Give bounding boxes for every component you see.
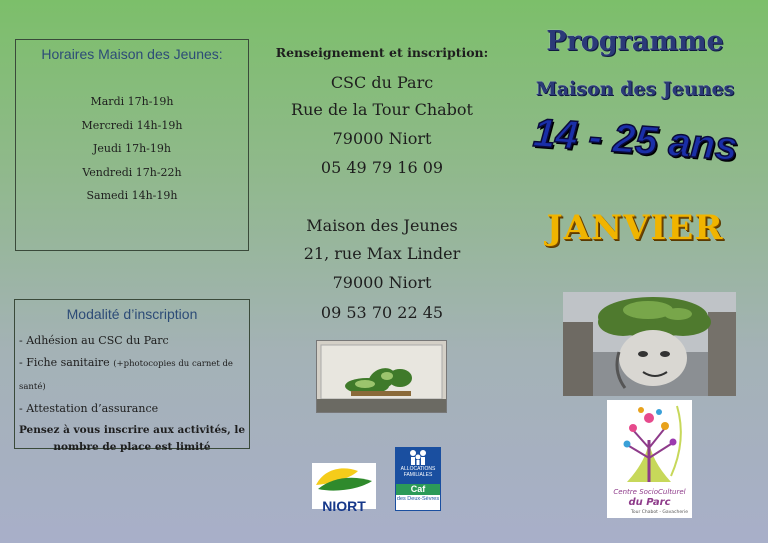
contact-heading — [266, 42, 498, 61]
age-range: 14 - 25 ans — [531, 110, 739, 170]
csc-city: 79000 Niort — [332, 129, 432, 148]
hours-line: Mardi 17h-19h — [90, 95, 174, 108]
hours-line: Mercredi 14h-19h — [81, 118, 183, 132]
caf-logo — [395, 447, 441, 511]
csc-phone: 05 49 79 16 09 — [320, 158, 444, 177]
registration-item: - Adhésion au CSC du Parc — [19, 334, 169, 347]
csc-street: Rue de la Tour Chabot — [291, 100, 473, 119]
csc-logo-line2: du Parc — [628, 497, 671, 508]
caf-name: Caf — [396, 484, 440, 495]
hours-title: Horaires Maison des Jeunes: — [41, 46, 223, 62]
registration-item-text: - Fiche sanitaire — [19, 356, 110, 369]
program-subtitle: Maison des Jeunes — [535, 78, 735, 100]
registration-item — [19, 352, 249, 398]
registration-list — [15, 330, 249, 420]
hours-line: Vendredi 17h-22h — [82, 165, 182, 179]
niort-emblem-icon — [312, 463, 376, 495]
wall-plant-photo — [316, 340, 447, 413]
hours-line: Samedi 14h-19h — [86, 189, 178, 202]
caf-header — [396, 448, 440, 484]
hours-box — [15, 39, 249, 251]
mdj-street: 21, rue Max Linder — [303, 244, 461, 263]
street-art-photo — [563, 292, 736, 396]
tree-logo-icon — [607, 400, 692, 484]
registration-note: Pensez à vous inscrire aux activités, le nombre de place est limité — [18, 424, 246, 453]
caf-top-text: ALLOCATIONS FAMILIALES — [400, 466, 436, 478]
mdj-name: Maison des Jeunes — [306, 216, 458, 235]
registration-item-note: (+photocopies du carnet de santé) — [19, 359, 233, 392]
month-title: JANVIER — [546, 208, 724, 248]
csc-logo-line3: Tour Chabot - Gavacherie — [630, 510, 688, 515]
registration-title: Modalité d’inscription — [66, 306, 198, 322]
registration-box — [14, 299, 250, 453]
family-icon — [407, 448, 429, 466]
csc-name: CSC du Parc — [330, 73, 434, 92]
csc-parc-logo — [607, 400, 692, 518]
mdj-city: 79000 Niort — [332, 273, 432, 292]
caf-sub: des Deux-Sèvres — [396, 496, 440, 502]
mdj-phone: 09 53 70 22 45 — [320, 303, 444, 322]
contact-heading-text: Renseignement et inscription: — [275, 45, 489, 60]
niort-logo — [312, 463, 376, 514]
csc-logo-line1: Centre SocioCulturel — [613, 488, 686, 496]
program-title: Programme — [546, 26, 724, 57]
registration-item: - Attestation d’assurance — [19, 402, 159, 415]
niort-text: NIORT — [322, 498, 366, 514]
hours-line: Jeudi 17h-19h — [93, 142, 171, 155]
hours-list — [16, 90, 248, 208]
age-range-wrap — [510, 110, 760, 170]
